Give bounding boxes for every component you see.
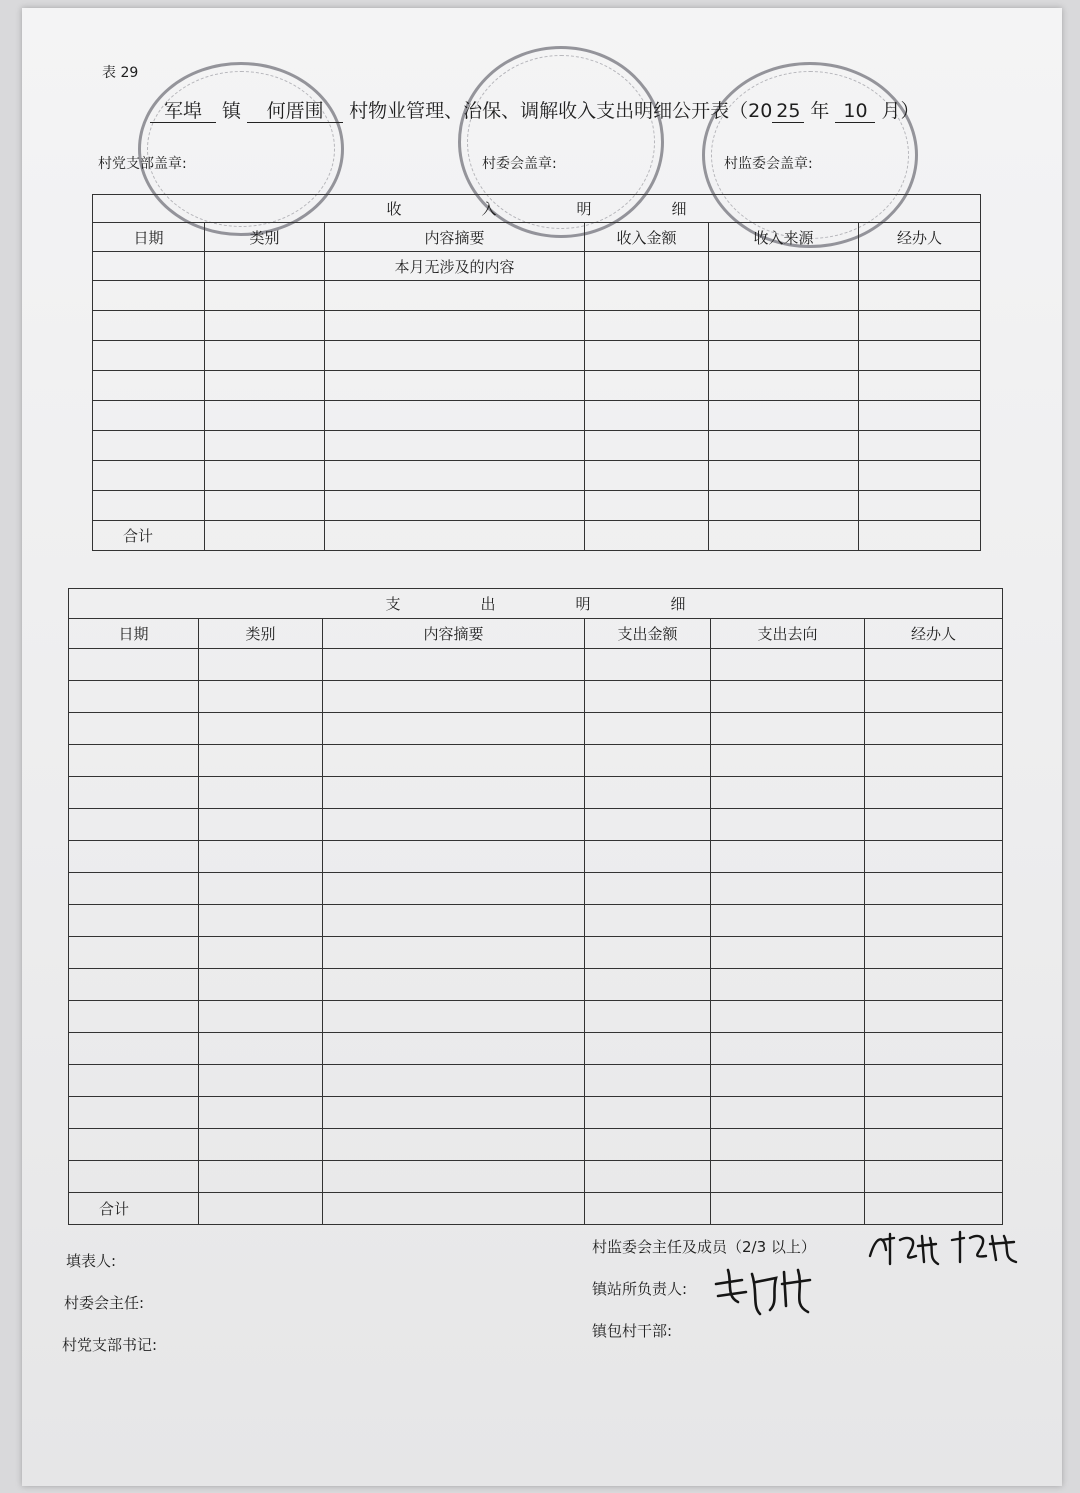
table-row — [93, 431, 981, 461]
table-row — [69, 969, 1003, 1001]
year-value: 25 — [772, 100, 804, 123]
table-row — [69, 841, 1003, 873]
table-row — [93, 281, 981, 311]
filler-label: 填表人: — [66, 1252, 117, 1270]
table-row — [93, 371, 981, 401]
table-row — [69, 809, 1003, 841]
month-suffix: 月） — [881, 100, 920, 122]
table-row — [93, 252, 981, 281]
expense-section-title: 支 出 明 细 — [69, 589, 1003, 619]
col-handler: 经办人 — [865, 619, 1003, 649]
table-row — [69, 1097, 1003, 1129]
income-total-row — [93, 521, 981, 551]
table-row — [69, 1129, 1003, 1161]
table-row — [69, 905, 1003, 937]
table-row — [69, 713, 1003, 745]
table-row — [69, 1161, 1003, 1193]
expense-table — [68, 588, 1003, 1225]
col-category: 类别 — [205, 223, 325, 252]
income-total-label: 合计 — [93, 521, 205, 551]
table-row — [69, 1001, 1003, 1033]
town-station-head-label: 镇站所负责人: — [592, 1280, 688, 1298]
committee-director-label: 村委会主任: — [64, 1294, 145, 1312]
town-cadre-label: 镇包村干部: — [592, 1322, 673, 1340]
table-row — [93, 401, 981, 431]
col-destination: 支出去向 — [711, 619, 865, 649]
table-number: 表 29 — [102, 65, 139, 81]
expense-total-row — [69, 1193, 1003, 1225]
expense-total-label: 合计 — [69, 1193, 199, 1225]
col-date: 日期 — [69, 619, 199, 649]
income-header-row — [93, 223, 981, 252]
col-amount: 收入金额 — [585, 223, 709, 252]
supervision-seal-label: 村监委会盖章: — [724, 156, 813, 172]
table-row — [93, 491, 981, 521]
year-prefix: 20 — [748, 100, 773, 122]
table-row — [69, 681, 1003, 713]
expense-header-row — [69, 619, 1003, 649]
year-suffix: 年 — [810, 100, 830, 122]
table-row — [69, 937, 1003, 969]
col-category: 类别 — [199, 619, 323, 649]
table-row — [93, 341, 981, 371]
month-value: 10 — [835, 100, 875, 123]
income-section-title: 收 入 明 细 — [93, 195, 981, 223]
page-title — [150, 96, 920, 123]
town-station-head-signature — [712, 1262, 822, 1320]
col-source: 收入来源 — [709, 223, 859, 252]
party-secretary-label: 村党支部书记: — [62, 1336, 158, 1354]
document-page — [22, 8, 1062, 1486]
village-name: 何厝围 — [247, 100, 343, 123]
party-branch-seal-label: 村党支部盖章: — [98, 156, 187, 172]
town-name: 军埠 — [150, 100, 216, 123]
col-summary: 内容摘要 — [325, 223, 585, 252]
table-row — [69, 649, 1003, 681]
table-row — [93, 311, 981, 341]
col-amount: 支出金额 — [585, 619, 711, 649]
col-handler: 经办人 — [859, 223, 981, 252]
col-summary: 内容摘要 — [323, 619, 585, 649]
income-note: 本月无涉及的内容 — [325, 252, 585, 281]
income-table — [92, 194, 981, 551]
table-row — [69, 777, 1003, 809]
table-row — [69, 745, 1003, 777]
village-committee-seal-label: 村委会盖章: — [482, 156, 557, 172]
town-suffix: 镇 — [222, 100, 242, 122]
col-date: 日期 — [93, 223, 205, 252]
table-row — [69, 1065, 1003, 1097]
supervision-members-label: 村监委会主任及成员（2/3 以上） — [592, 1238, 816, 1256]
supervision-members-signature — [864, 1226, 1024, 1270]
table-row — [69, 1033, 1003, 1065]
table-row — [93, 461, 981, 491]
table-row — [69, 873, 1003, 905]
title-text: 村物业管理、治保、调解收入支出明细公开表（ — [349, 100, 749, 122]
